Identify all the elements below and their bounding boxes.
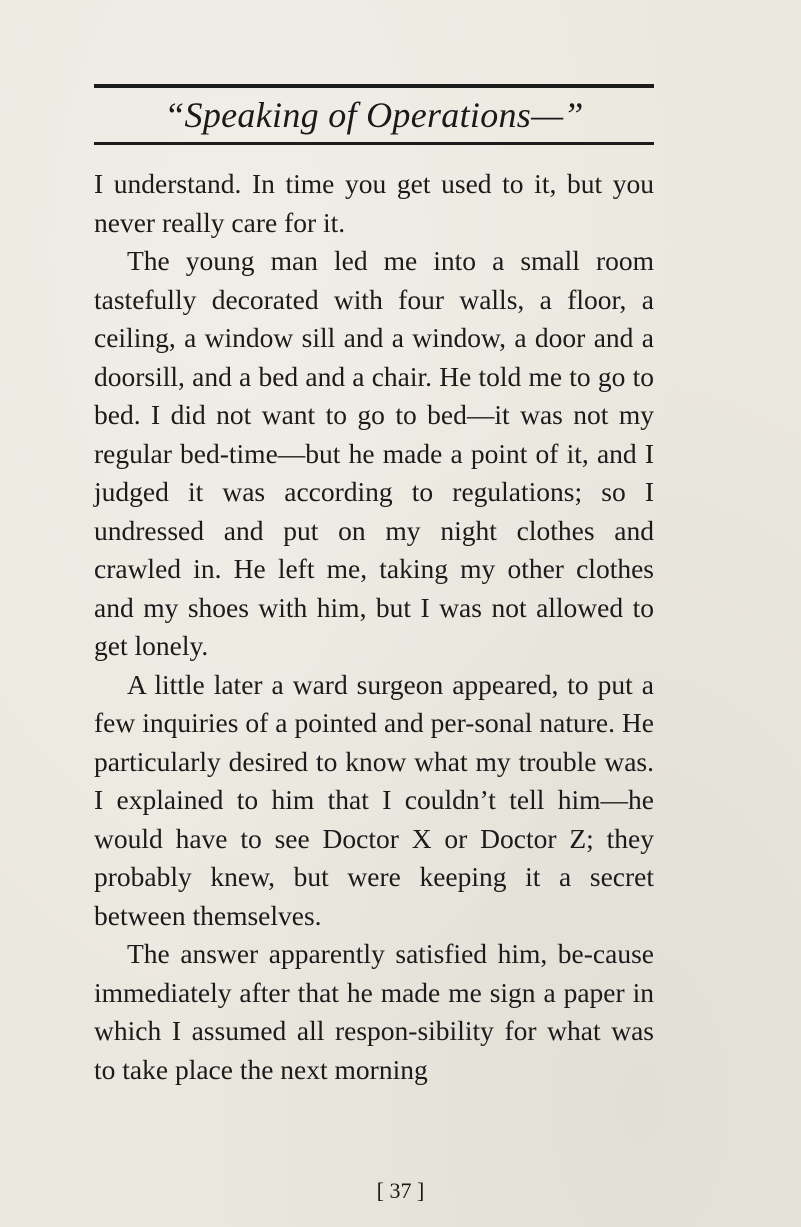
running-head: “Speaking of Operations—” <box>164 95 584 135</box>
paragraph: I understand. In time you get used to it, but you never really care for it. <box>94 168 654 238</box>
paragraph: A little later a ward surgeon appeared, to put a few inquiries of a pointed and per-sonal nature. He particularly desired to know what my trouble was. I explained to him that I couldn’t tell him—he would have to see Doctor X or Doctor Z; they probably knew, but were keeping it a secret between themselves. <box>94 668 654 931</box>
page-number: [ 37 ] <box>376 1178 425 1203</box>
paragraph: The young man led me into a small room tastefully decorated with four walls, a floor, a ceiling, a window sill and a window, a door and a doorsill, and a bed and a chair. He told me to go to bed. I did not want to go to bed—it was not my regular bed-time—but he made a point of it, and I judged it was according to regulations; so I undressed and put on my night clothes and crawled in. He left me, taking my other clothes and my shoes with him, but I was not allowed to get lonely. <box>94 245 654 661</box>
body-text <box>94 165 654 1089</box>
header-rule-bottom <box>94 142 654 145</box>
page-header <box>94 84 654 146</box>
paragraph: The answer apparently satisfied him, be-cause immediately after that he made me sign a paper in which I assumed all respon-sibility for what was to take place the next morning <box>94 938 654 1085</box>
header-rule-top <box>94 84 654 88</box>
